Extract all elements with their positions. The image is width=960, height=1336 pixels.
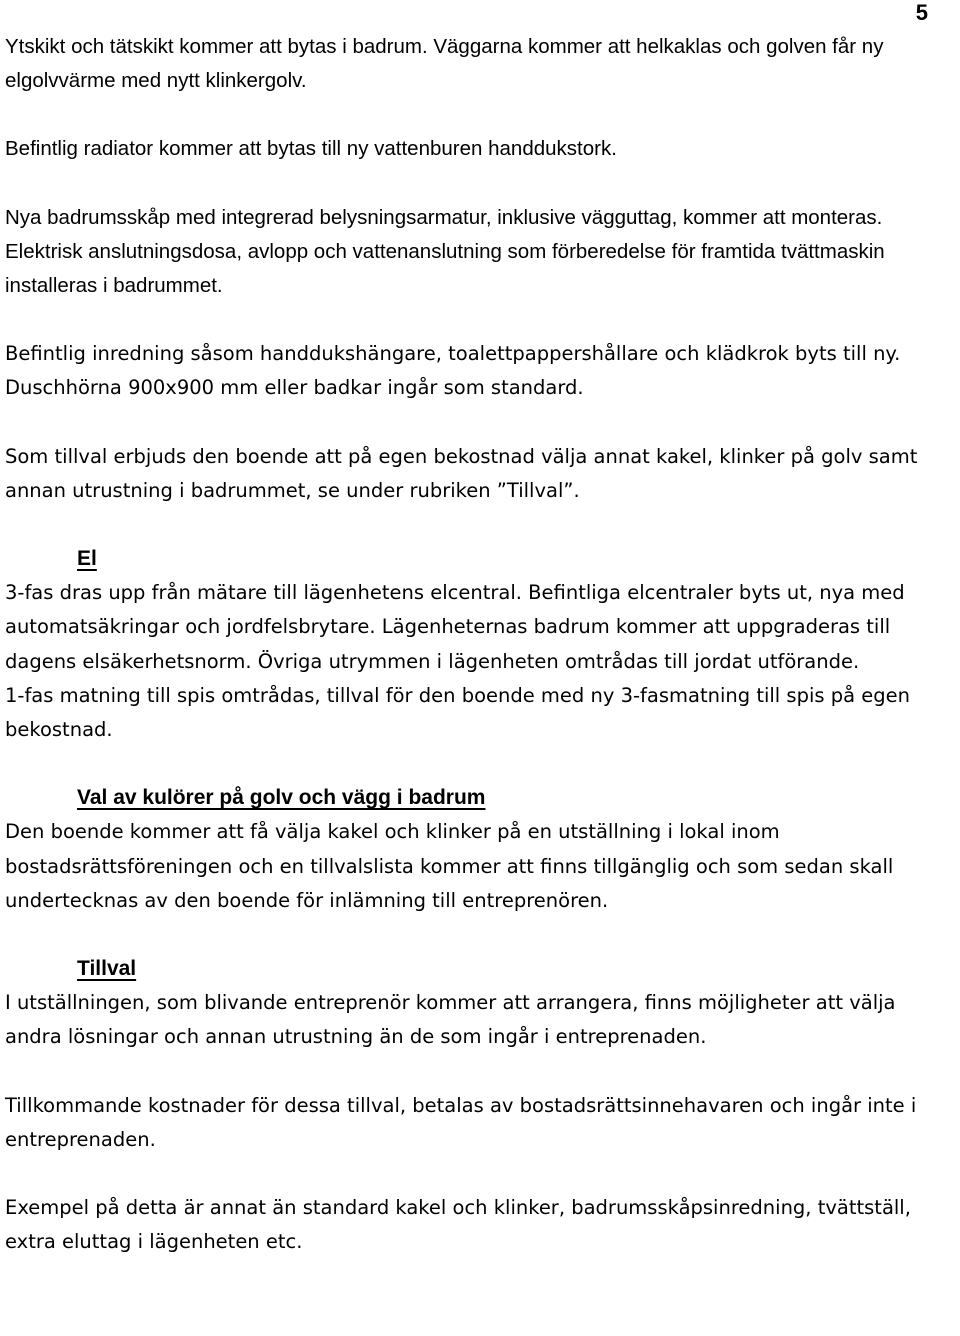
heading-text-kulorer: Val av kulörer på golv och vägg i badrum (77, 786, 486, 810)
section-heading-tillval (5, 952, 955, 986)
heading-text-el: El (77, 547, 97, 571)
paragraph-ytskikt: Ytskikt och tätskikt kommer att bytas i badrum. Väggarna kommer att helkaklas och golven får ny elgolvvärme med nytt klinkergolv. (5, 35, 884, 93)
paragraph-tillval-2: Tillkommande kostnader för dessa tillval, betalas av bostadsrättsinnehavaren och ingår inte i entreprenaden. (5, 1093, 917, 1151)
paragraph-el-1: 3-fas dras upp från mätare till lägenhetens elcentral. Befintliga elcentraler byts ut, nya med automatsäkringar och jordfelsbrytare. Lägenheternas badrum kommer att uppgraderas till dagens elsäkerhetsnorm. Övriga utrymmen i lägenheten omtrådas till jordat utförande. (5, 581, 905, 673)
paragraph-tillval-1: I utställningen, som blivande entreprenör kommer att arrangera, finns möjligheter att välja andra lösningar och annan utrustning än de som ingår i entreprenaden. (5, 991, 896, 1049)
paragraph-tillval-3: Exempel på detta är annat än standard kakel och klinker, badrumsskåpsinredning, tvättställ, extra eluttag i lägenheten etc. (5, 1196, 911, 1254)
section-tillval (5, 952, 955, 1259)
page-number: 5 (915, 0, 928, 25)
paragraph-inredning: Befintlig inredning såsom handdukshängare, toalettpappershållare och klädkrok byts till ny. (5, 342, 901, 366)
section-kulorer (5, 781, 955, 918)
paragraph-tillval-intro: Som tillval erbjuds den boende att på egen bekostnad välja annat kakel, klinker på golv samt annan utrustning i badrummet, se under rubriken ”Tillval”. (5, 444, 918, 502)
paragraph-badrumsskap: Nya badrumsskåp med integrerad belysningsarmatur, inklusive vägguttag, kommer att monteras. Elektrisk anslutningsdosa, avlopp och vattenanslutning som förberedelse för framtida tvättmaskin installeras i badrummet. (5, 205, 885, 298)
paragraph-duschhorna: Duschhörna 900x900 mm eller badkar ingår som standard. (5, 376, 584, 400)
section-el (5, 542, 955, 747)
paragraph-radiator: Befintlig radiator kommer att bytas till ny vattenburen handdukstork. (5, 137, 617, 161)
section-heading-kulorer (5, 781, 955, 815)
heading-text-tillval: Tillval (77, 957, 137, 981)
paragraph-el-2: 1-fas matning till spis omtrådas, tillval för den boende med ny 3-fasmatning till spis på egen bekostnad. (5, 683, 910, 742)
document-page (5, 30, 955, 1259)
paragraph-kulorer-1: Den boende kommer att få välja kakel och klinker på en utställning i lokal inom bostadsrättsföreningen och en tillvalslista kommer att finns tillgänglig och som sedan skall undertecknas av den boende för inlämning till entreprenören. (5, 820, 894, 912)
section-heading-el (5, 542, 955, 576)
